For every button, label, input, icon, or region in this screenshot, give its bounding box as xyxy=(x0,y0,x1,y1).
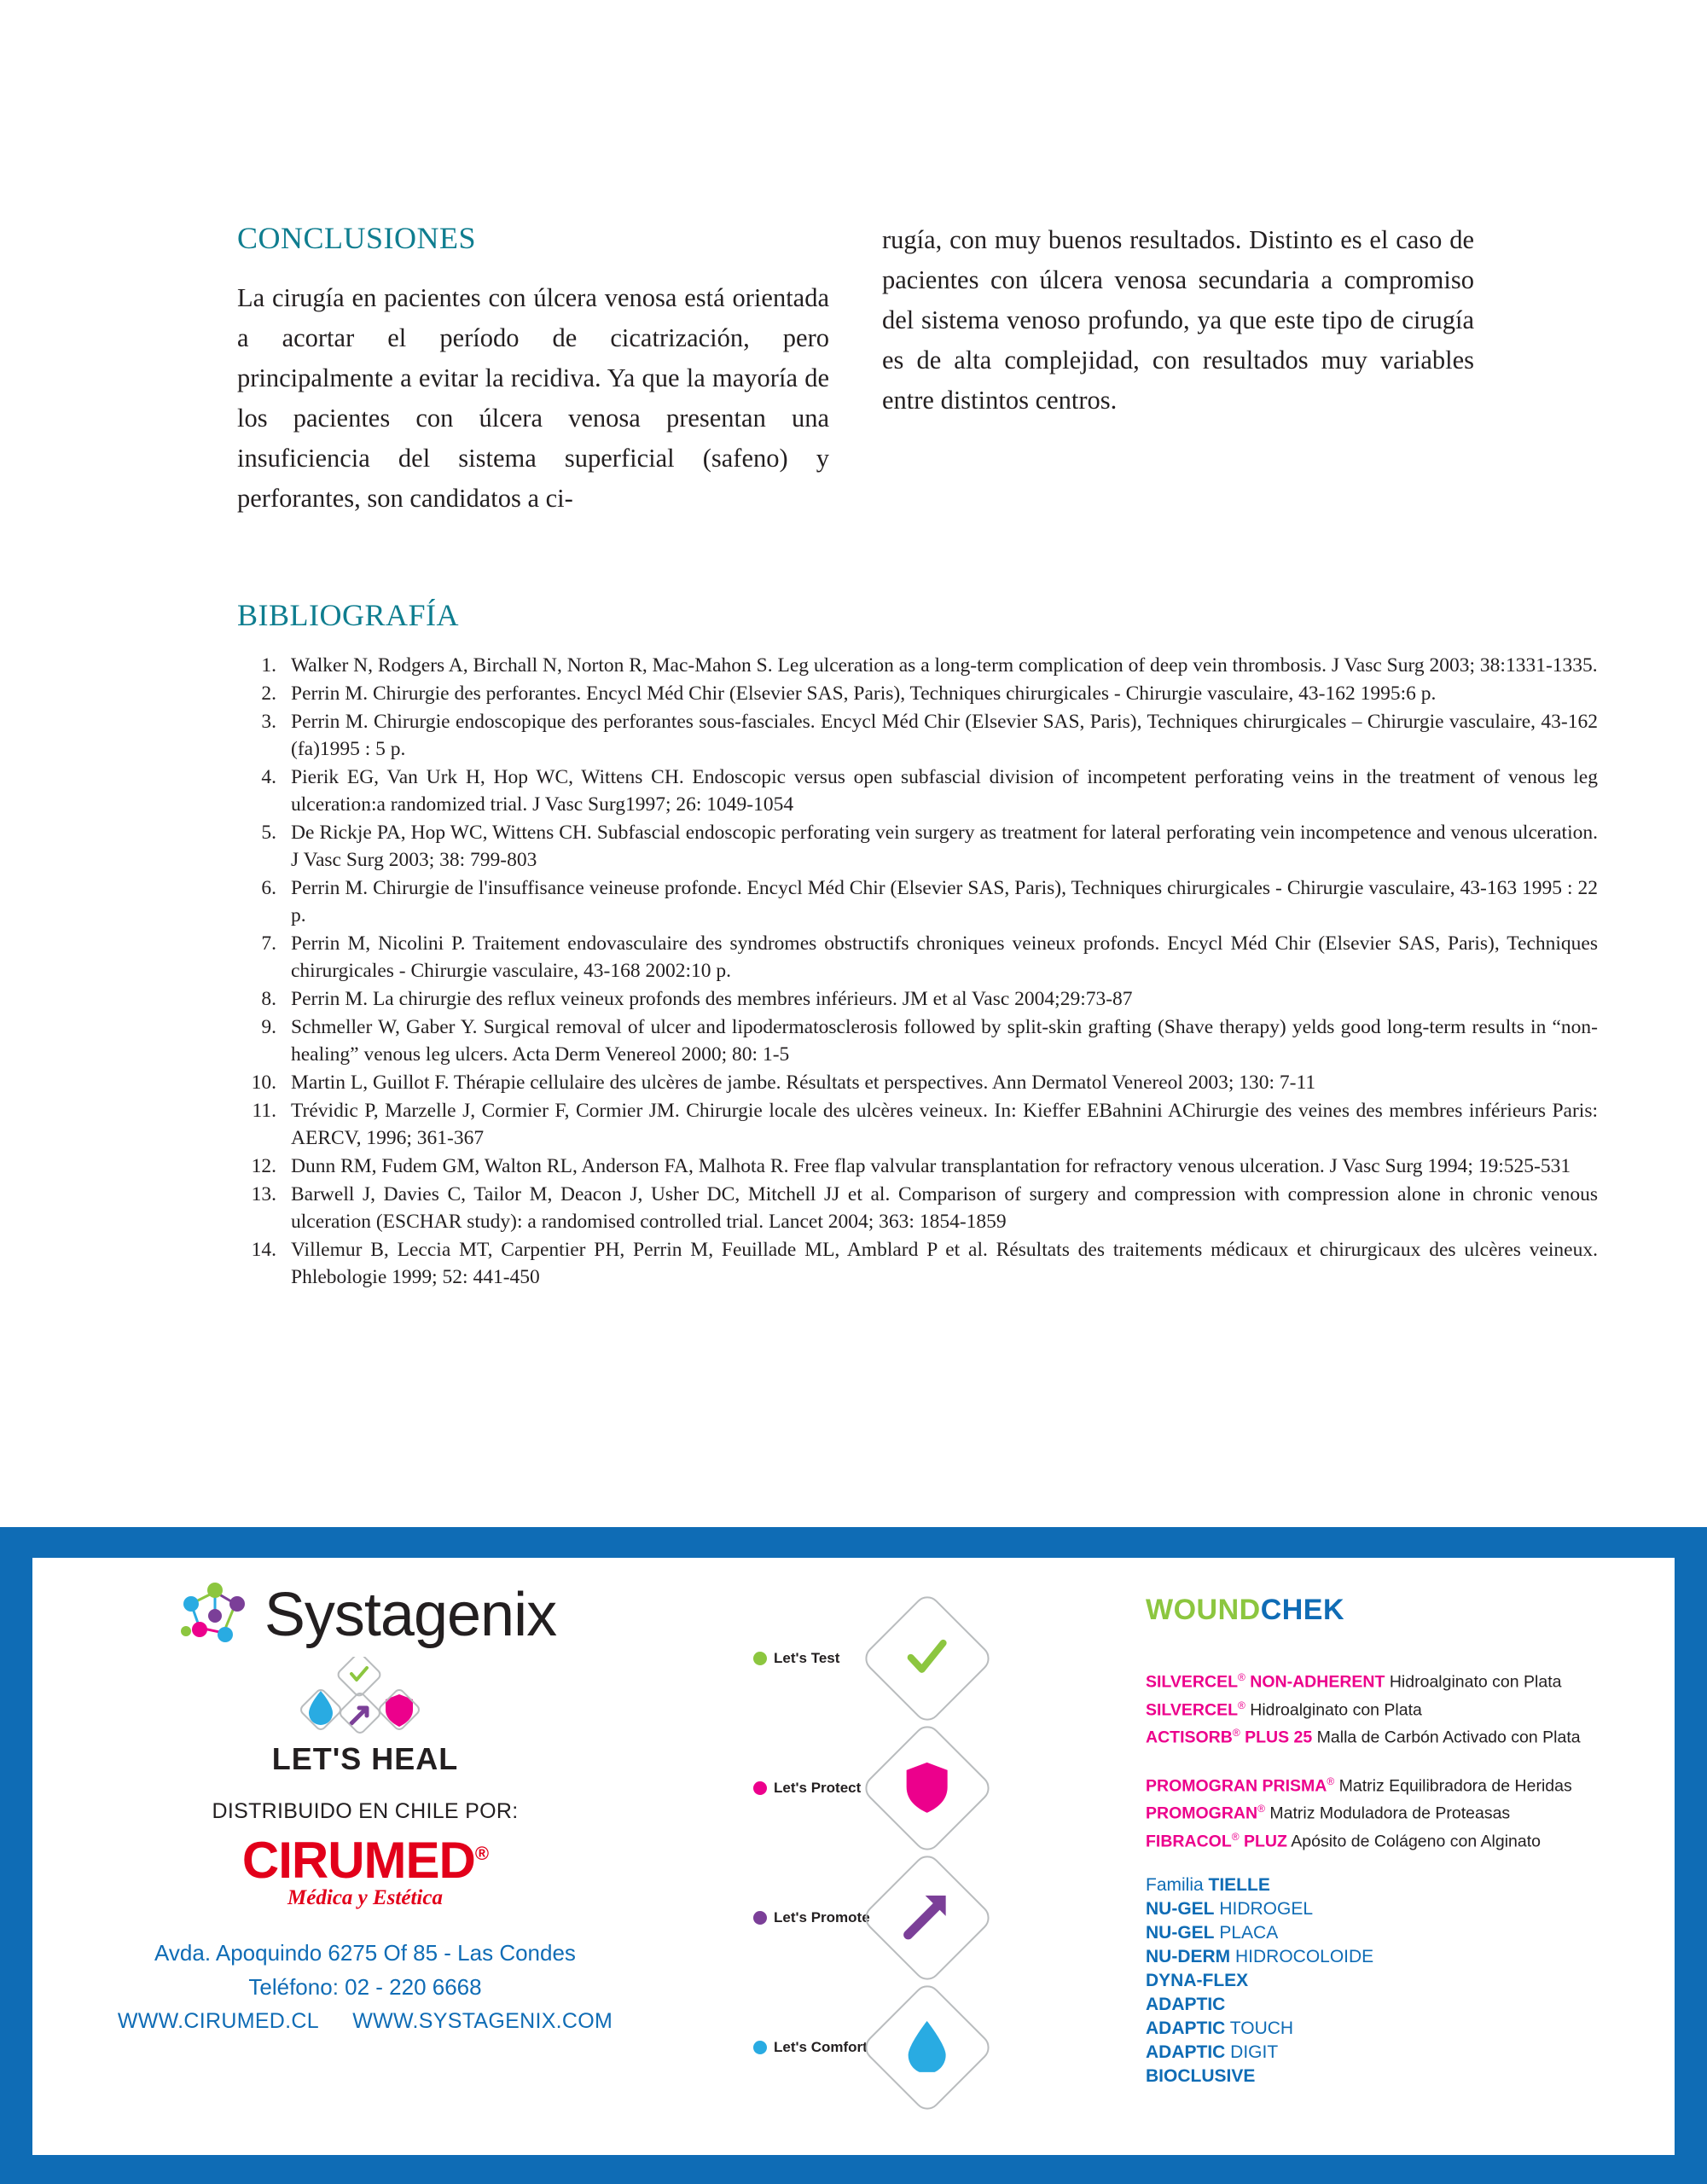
registered-mark: ® xyxy=(1257,1803,1265,1815)
product-line xyxy=(1146,1770,1658,1798)
product-brand: ADAPTIC xyxy=(1146,1995,1226,2014)
product-brand: SILVERCEL xyxy=(1146,1700,1238,1719)
product-description: Malla de Carbón Activado con Plata xyxy=(1316,1728,1581,1747)
product-description: Hidroalginato con Plata xyxy=(1250,1700,1422,1719)
distributor-address xyxy=(84,1936,647,2004)
pillar-diamond-frame xyxy=(860,1850,995,1985)
reference-item xyxy=(237,1153,1598,1180)
pillar-row xyxy=(753,1983,975,2112)
product-suffix: HIDROGEL xyxy=(1214,1899,1314,1919)
reference-item xyxy=(237,1014,1598,1068)
conclusions-left-column xyxy=(237,220,829,519)
reference-number: 13. xyxy=(251,1183,276,1205)
product-variant: NON-ADHERENT xyxy=(1250,1672,1385,1692)
product-description: Matriz Moduladora de Proteasas xyxy=(1269,1804,1511,1823)
product-brand: NU-DERM xyxy=(1146,1947,1231,1966)
product-variant: PLUZ xyxy=(1244,1832,1287,1850)
reference-item xyxy=(237,874,1598,929)
lets-heal-tagline: LET'S HEAL xyxy=(271,1741,459,1776)
reference-number: 12. xyxy=(251,1155,276,1177)
product-line xyxy=(1146,1873,1658,1897)
reference-item xyxy=(237,1097,1598,1152)
registered-mark: ® xyxy=(1237,1699,1245,1711)
distributed-by-label: DISTRIBUIDO EN CHILE POR: xyxy=(212,1799,519,1823)
reference-text: Barwell J, Davies C, Tailor M, Deacon J, Usher DC, Mitchell JJ et al. Comparison of surgery and compression with compression alone in chronic venous ulceration (ESCHAR study): a randomised controlled trial. Lancet 2004; 363: 1854-1859 xyxy=(291,1183,1598,1233)
pillar-label: Let's Promote xyxy=(774,1909,870,1926)
reference-number: 3. xyxy=(261,711,276,733)
reference-number: 11. xyxy=(252,1100,276,1122)
product-description: Apósito de Colágeno con Alginato xyxy=(1291,1832,1542,1850)
registered-mark: ® xyxy=(1327,1774,1335,1787)
reference-item xyxy=(237,652,1598,679)
pillar-row xyxy=(753,1594,975,1723)
conclusions-title: CONCLUSIONES xyxy=(237,221,477,255)
product-brand: PROMOGRAN xyxy=(1146,1804,1258,1823)
lets-heal-pillar-icons xyxy=(280,1657,450,1738)
product-line xyxy=(1146,1666,1658,1694)
reference-list xyxy=(237,652,1598,1291)
pillar-diamond-frame xyxy=(860,1721,995,1856)
reference-number: 10. xyxy=(251,1072,276,1094)
reference-text: Pierik EG, Van Urk H, Hop WC, Wittens CH. Endoscopic versus open subfascial division of incompetent perforating veins in the treatment of venous leg ulceration:a randomized trial. J Vasc Surg1997; 26: 1049-1054 xyxy=(291,766,1598,816)
product-suffix: HIDROCOLOIDE xyxy=(1230,1947,1374,1966)
pillar-row xyxy=(753,1853,975,1983)
pillar-row xyxy=(753,1723,975,1853)
cirumed-name: CIRUMED xyxy=(241,1832,475,1889)
product-variant: PLUS 25 xyxy=(1245,1728,1313,1747)
product-line xyxy=(1146,1826,1658,1854)
product-line xyxy=(1146,1798,1658,1826)
cirumed-logo xyxy=(84,1831,647,1890)
pillar-bullet-icon xyxy=(753,1911,767,1925)
systagenix-molecule-icon xyxy=(174,1578,256,1652)
reference-text: Perrin M. Chirurgie des perforantes. Encycl Méd Chir (Elsevier SAS, Paris), Techniques chirurgicales - Chirurgie vasculaire, 43-162 1995:6 p. xyxy=(291,682,1437,705)
product-line xyxy=(1146,2065,1658,2088)
pillar-icon-column xyxy=(753,1594,975,2112)
pillar-glyph-icon xyxy=(905,2019,949,2077)
reference-text: Martin L, Guillot F. Thérapie cellulaire des ulcères de jambe. Résultats et perspectives. Ann Dermatol Venereol 2003; 130: 7-11 xyxy=(291,1072,1316,1094)
pillar-bullet-icon xyxy=(753,1652,767,1665)
reference-number: 14. xyxy=(251,1239,276,1261)
product-line xyxy=(1146,1993,1658,2017)
reference-number: 7. xyxy=(261,932,276,955)
product-prefix: Familia xyxy=(1146,1875,1209,1895)
conclusions-paragraph-1: La cirugía en pacientes con úlcera venosa está orientada a acortar el período de cicatrización, pero principalmente a evitar la recidiva. Ya que la mayoría de los pacientes con úlcera venosa presentan una insuficiencia del sistema superficial (safeno) y perforantes, son candidatos a ci- xyxy=(237,283,829,513)
reference-text: Perrin M. Chirurgie de l'insuffisance veineuse profonde. Encycl Méd Chir (Elsevier SAS, Paris), Techniques chirurgicales - Chirurgie vasculaire, 43-163 1995 : 22 p. xyxy=(291,877,1598,926)
address-line-2: Teléfono: 02 - 220 6668 xyxy=(248,1974,482,2000)
reference-number: 2. xyxy=(261,682,276,705)
reference-text: Perrin M. Chirurgie endoscopique des perforantes sous-fasciales. Encycl Méd Chir (Elsevier SAS, Paris), Techniques chirurgicales – Chirurgie vasculaire, 43-162 (fa)1995 : 5 p. xyxy=(291,711,1598,760)
cirumed-website-link[interactable]: WWW.CIRUMED.CL xyxy=(117,2009,319,2033)
product-group-promogran xyxy=(1146,1770,1658,1854)
product-line xyxy=(1146,1969,1658,1993)
product-brand: NU-GEL xyxy=(1146,1923,1215,1943)
product-line xyxy=(1146,1921,1658,1945)
product-brand: PROMOGRAN PRISMA xyxy=(1146,1776,1327,1795)
product-list-panel xyxy=(1146,1594,1658,2109)
sponsor-banner-inner xyxy=(32,1558,1675,2155)
product-brand: FIBRACOL xyxy=(1146,1832,1232,1850)
pillar-glyph-icon xyxy=(901,1630,954,1687)
reference-number: 8. xyxy=(261,988,276,1010)
pillar-label: Let's Comfort xyxy=(774,2039,868,2055)
product-brand: ACTISORB xyxy=(1146,1728,1233,1747)
address-line-1: Avda. Apoquindo 6275 Of 85 - Las Condes xyxy=(154,1940,576,1966)
reference-text: Walker N, Rodgers A, Birchall N, Norton R, Mac-Mahon S. Leg ulceration as a long-term complication of deep vein thrombosis. J Vasc Surg 2003; 38:1331-1335. xyxy=(291,654,1598,677)
reference-text: Perrin M. La chirurgie des reflux veineux profonds des membres inférieurs. JM et al Vasc 2004;29:73-87 xyxy=(291,988,1133,1010)
reference-number: 5. xyxy=(261,822,276,844)
product-description: Hidroalginato con Plata xyxy=(1389,1672,1562,1692)
product-line xyxy=(1146,1945,1658,1969)
pillar-glyph-icon xyxy=(903,1760,951,1817)
pillar-diamond-frame xyxy=(860,1591,995,1726)
product-line xyxy=(1146,2017,1658,2041)
registered-mark: ® xyxy=(1237,1671,1245,1683)
reference-text: Schmeller W, Gaber Y. Surgical removal of ulcer and lipodermatosclerosis followed by split-skin grafting (Shave therapy) yelds good long-term results in “non-healing” venous leg ulcers. Acta Derm Venereol 2000; 80: 1-5 xyxy=(291,1016,1598,1066)
reference-item xyxy=(237,1236,1598,1291)
reference-number: 1. xyxy=(261,654,276,677)
systagenix-wordmark: Systagenix xyxy=(264,1581,557,1649)
product-brand: ADAPTIC xyxy=(1146,2018,1226,2038)
pillar-bullet-icon xyxy=(753,1781,767,1795)
cirumed-tagline: Médica y Estética xyxy=(287,1886,443,1909)
woundchek-part-2: CHEK xyxy=(1260,1594,1345,1626)
product-group-tielle xyxy=(1146,1873,1658,2088)
pillar-glyph-icon xyxy=(902,1891,953,1946)
reference-item xyxy=(237,708,1598,763)
woundchek-logo xyxy=(1146,1594,1658,1627)
product-line xyxy=(1146,2041,1658,2065)
conclusions-paragraph-2: rugía, con muy buenos resultados. Distinto es el caso de pacientes con úlcera venosa secundaria a compromiso del sistema venoso profundo, ya que este tipo de cirugía es de alta complejidad, con resultados muy variables entre distintos centros. xyxy=(882,225,1474,415)
pillar-diamond-frame xyxy=(860,1980,995,2115)
reference-text: Dunn RM, Fudem GM, Walton RL, Anderson FA, Malhota R. Free flap valvular transplantation for refractory venous ulceration. J Vasc Surg 1994; 19:525-531 xyxy=(291,1155,1571,1177)
product-suffix: PLACA xyxy=(1214,1923,1279,1943)
product-brand: BIOCLUSIVE xyxy=(1146,2066,1256,2086)
pillar-label: Let's Test xyxy=(774,1650,840,1666)
reference-number: 9. xyxy=(261,1016,276,1038)
reference-text: Perrin M, Nicolini P. Traitement endovasculaire des syndromes obstructifs chroniques veineux profonds. Encycl Méd Chir (Elsevier SAS, Paris), Techniques chirurgicales - Chirurgie vasculaire, 43-168 2002:10 p. xyxy=(291,932,1598,982)
product-brand: DYNA-FLEX xyxy=(1146,1971,1249,1990)
reference-item xyxy=(237,1181,1598,1235)
reference-text: De Rickje PA, Hop WC, Wittens CH. Subfascial endoscopic perforating vein surgery as treatment for lateral perforating vein incompetence and venous ulceration. J Vasc Surg 2003; 38: 799-803 xyxy=(291,822,1598,871)
product-suffix: DIGIT xyxy=(1225,2042,1279,2062)
brand-block xyxy=(84,1578,647,2034)
reference-text: Trévidic P, Marzelle J, Cormier F, Cormier JM. Chirurgie locale des ulcères veineux. In: Kieffer EBahnini AChirurgie des veines des membres inférieurs Paris: AERCV, 1996; 361-367 xyxy=(291,1100,1598,1149)
pillar-bullet-icon xyxy=(753,2041,767,2054)
pillar-label: Let's Protect xyxy=(774,1780,862,1796)
registered-mark: ® xyxy=(1231,1830,1240,1843)
cirumed-registered-mark: ® xyxy=(474,1843,489,1864)
conclusions-right-column xyxy=(882,220,1474,519)
conclusions-section xyxy=(237,220,1474,519)
product-description: Matriz Equilibradora de Heridas xyxy=(1338,1776,1572,1795)
lets-heal-icons xyxy=(84,1657,647,1738)
product-line xyxy=(1146,1722,1658,1750)
product-suffix: TOUCH xyxy=(1225,2018,1294,2038)
product-group-silver xyxy=(1146,1666,1658,1750)
product-brand: ADAPTIC xyxy=(1146,2042,1226,2062)
bibliography-section xyxy=(237,597,1598,1292)
reference-item xyxy=(237,985,1598,1013)
reference-item xyxy=(237,819,1598,874)
systagenix-website-link[interactable]: WWW.SYSTAGENIX.COM xyxy=(352,2009,613,2033)
reference-item xyxy=(237,680,1598,707)
registered-mark: ® xyxy=(1232,1727,1240,1739)
product-line xyxy=(1146,1694,1658,1722)
reference-item xyxy=(237,1069,1598,1096)
woundchek-part-1: WOUND xyxy=(1146,1594,1261,1626)
sponsor-banner xyxy=(0,1527,1707,2184)
product-line xyxy=(1146,1897,1658,1921)
product-brand: NU-GEL xyxy=(1146,1899,1215,1919)
systagenix-logo xyxy=(84,1578,647,1652)
reference-number: 4. xyxy=(261,766,276,788)
reference-item xyxy=(237,764,1598,818)
website-links xyxy=(84,2009,647,2034)
product-brand: SILVERCEL xyxy=(1146,1672,1238,1692)
reference-item xyxy=(237,930,1598,985)
reference-text: Villemur B, Leccia MT, Carpentier PH, Perrin M, Feuillade ML, Amblard P et al. Résultats des traitements médicaux et chirurgicaux des ulcères veineux. Phlebologie 1999; 52: 441-450 xyxy=(291,1239,1598,1288)
reference-number: 6. xyxy=(261,877,276,899)
product-brand: TIELLE xyxy=(1208,1875,1270,1895)
bibliography-title: BIBLIOGRAFÍA xyxy=(237,598,460,632)
